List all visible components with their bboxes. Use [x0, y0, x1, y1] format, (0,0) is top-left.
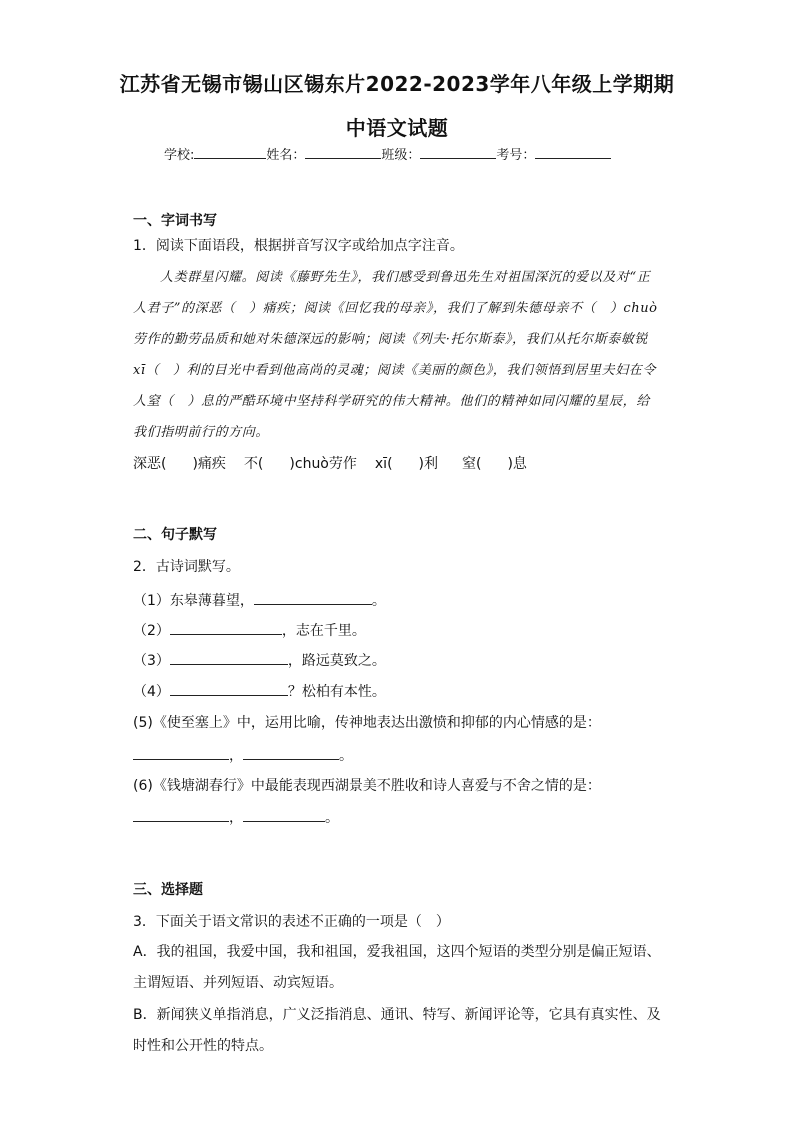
- fill-item-1-suffix: )痛疾: [192, 456, 226, 472]
- fill-item-4-suffix: )息: [507, 456, 527, 472]
- fill-item-1-prefix: 深恶(: [133, 456, 167, 472]
- question-2: 2．古诗词默写。: [133, 559, 240, 575]
- poem-item-4-suffix: ？松柏有本性。: [287, 684, 386, 700]
- poem-item-4-prefix: （4）: [133, 684, 170, 700]
- poem-item-3-prefix: （3）: [133, 653, 170, 669]
- poem-item-6-blank-1[interactable]: [133, 806, 229, 822]
- poem-item-5: (5)《使至塞上》中，运用比喻，传神地表达出激愤和抑郁的内心情感的是：: [133, 715, 601, 731]
- passage-line-5: 人窒（ ）息的严酷环境中坚持科学研究的伟大精神。他们的精神如同闪耀的星辰，给: [133, 394, 650, 409]
- poem-item-6-answer-row: [133, 806, 339, 827]
- poem-item-1-prefix: （1）东皋薄暮望，: [133, 593, 254, 609]
- option-a-line-1[interactable]: A．我的祖国，我爱中国，我和祖国，爱我祖国，这四个短语的类型分别是偏正短语、: [133, 944, 661, 960]
- poem-item-2-blank[interactable]: [170, 619, 282, 635]
- school-label: 学校:: [164, 148, 195, 163]
- fill-item-2-prefix: 不(: [243, 456, 264, 472]
- passage-line-3: 劳作的勤劳品质和她对朱德深远的影响；阅读《列夫·托尔斯泰》，我们从托尔斯泰敏锐: [133, 332, 649, 347]
- poem-item-3-suffix: ，路远莫致之。: [287, 653, 386, 669]
- poem-item-1-suffix: 。: [371, 593, 386, 609]
- class-label: 班级：: [381, 148, 421, 163]
- poem-item-5-blank-2[interactable]: [243, 744, 339, 760]
- poem-item-4: [133, 680, 386, 701]
- fill-item-4-prefix: 窒(: [462, 456, 482, 472]
- school-blank[interactable]: [194, 144, 266, 159]
- poem-item-2: [133, 619, 366, 640]
- fill-item-2-suffix: )chuò劳作: [289, 456, 357, 472]
- passage-line-6: 我们指明前行的方向。: [133, 425, 270, 440]
- exam-number-label: 考号：: [496, 148, 536, 163]
- option-a-line-2[interactable]: 主谓短语、并列短语、动宾短语。: [133, 975, 343, 991]
- section-heading-2: 二、句子默写: [133, 527, 217, 543]
- fill-item-3-suffix: )利: [418, 456, 438, 472]
- poem-item-4-blank[interactable]: [170, 680, 288, 696]
- poem-item-5-blank-1[interactable]: [133, 744, 229, 760]
- passage-line-1: 人类群星闪耀。阅读《藤野先生》，我们感受到鲁迅先生对祖国深沉的爱以及对“正: [160, 270, 651, 285]
- passage-line-2: 人君子”的深恶（ ）痛疾；阅读《回忆我的母亲》，我们了解到朱德母亲不（ ）chuò: [133, 301, 658, 316]
- poem-item-5-answer-row: [133, 744, 353, 765]
- option-b-line-2[interactable]: 时性和公开性的特点。: [133, 1038, 273, 1054]
- poem-item-5-period: 。: [339, 748, 353, 764]
- fill-in-answer-row: [133, 453, 527, 473]
- poem-item-2-prefix: （2）: [133, 623, 170, 639]
- poem-item-2-suffix: ，志在千里。: [281, 623, 366, 639]
- student-info-line: [164, 144, 611, 163]
- name-blank[interactable]: [305, 144, 381, 159]
- poem-item-3-blank[interactable]: [170, 649, 288, 665]
- poem-item-6-period: 。: [325, 810, 339, 826]
- section-heading-3: 三、选择题: [133, 882, 203, 898]
- question-3: 3．下面关于语文常识的表述不正确的一项是（ ）: [133, 914, 450, 930]
- page-title-line-2: 中语文试题: [345, 116, 449, 140]
- question-1: 1．阅读下面语段，根据拼音写汉字或给加点字注音。: [133, 238, 464, 254]
- passage-line-4: xī（ ）利的目光中看到他高尚的灵魂；阅读《美丽的颜色》，我们领悟到居里夫妇在令: [133, 363, 656, 378]
- option-b-line-1[interactable]: B．新闻狭义单指消息，广义泛指消息、通讯、特写、新闻评论等，它具有真实性、及: [133, 1007, 661, 1023]
- poem-item-6: (6)《钱塘湖春行》中最能表现西湖景美不胜收和诗人喜爱与不舍之情的是：: [133, 778, 601, 794]
- poem-item-5-comma: ，: [229, 748, 243, 764]
- section-heading-1: 一、字词书写: [133, 213, 217, 229]
- poem-item-6-comma: ，: [229, 810, 243, 826]
- class-blank[interactable]: [420, 144, 496, 159]
- poem-item-1-blank[interactable]: [254, 589, 372, 605]
- page-title-line-1: 江苏省无锡市锡山区锡东片2022-2023学年八年级上学期期: [119, 72, 675, 96]
- poem-item-1: [133, 589, 386, 610]
- exam-number-blank[interactable]: [535, 144, 611, 159]
- poem-item-3: [133, 649, 386, 670]
- name-label: 姓名：: [266, 148, 306, 163]
- fill-item-3-prefix: xī(: [374, 456, 393, 472]
- poem-item-6-blank-2[interactable]: [243, 806, 325, 822]
